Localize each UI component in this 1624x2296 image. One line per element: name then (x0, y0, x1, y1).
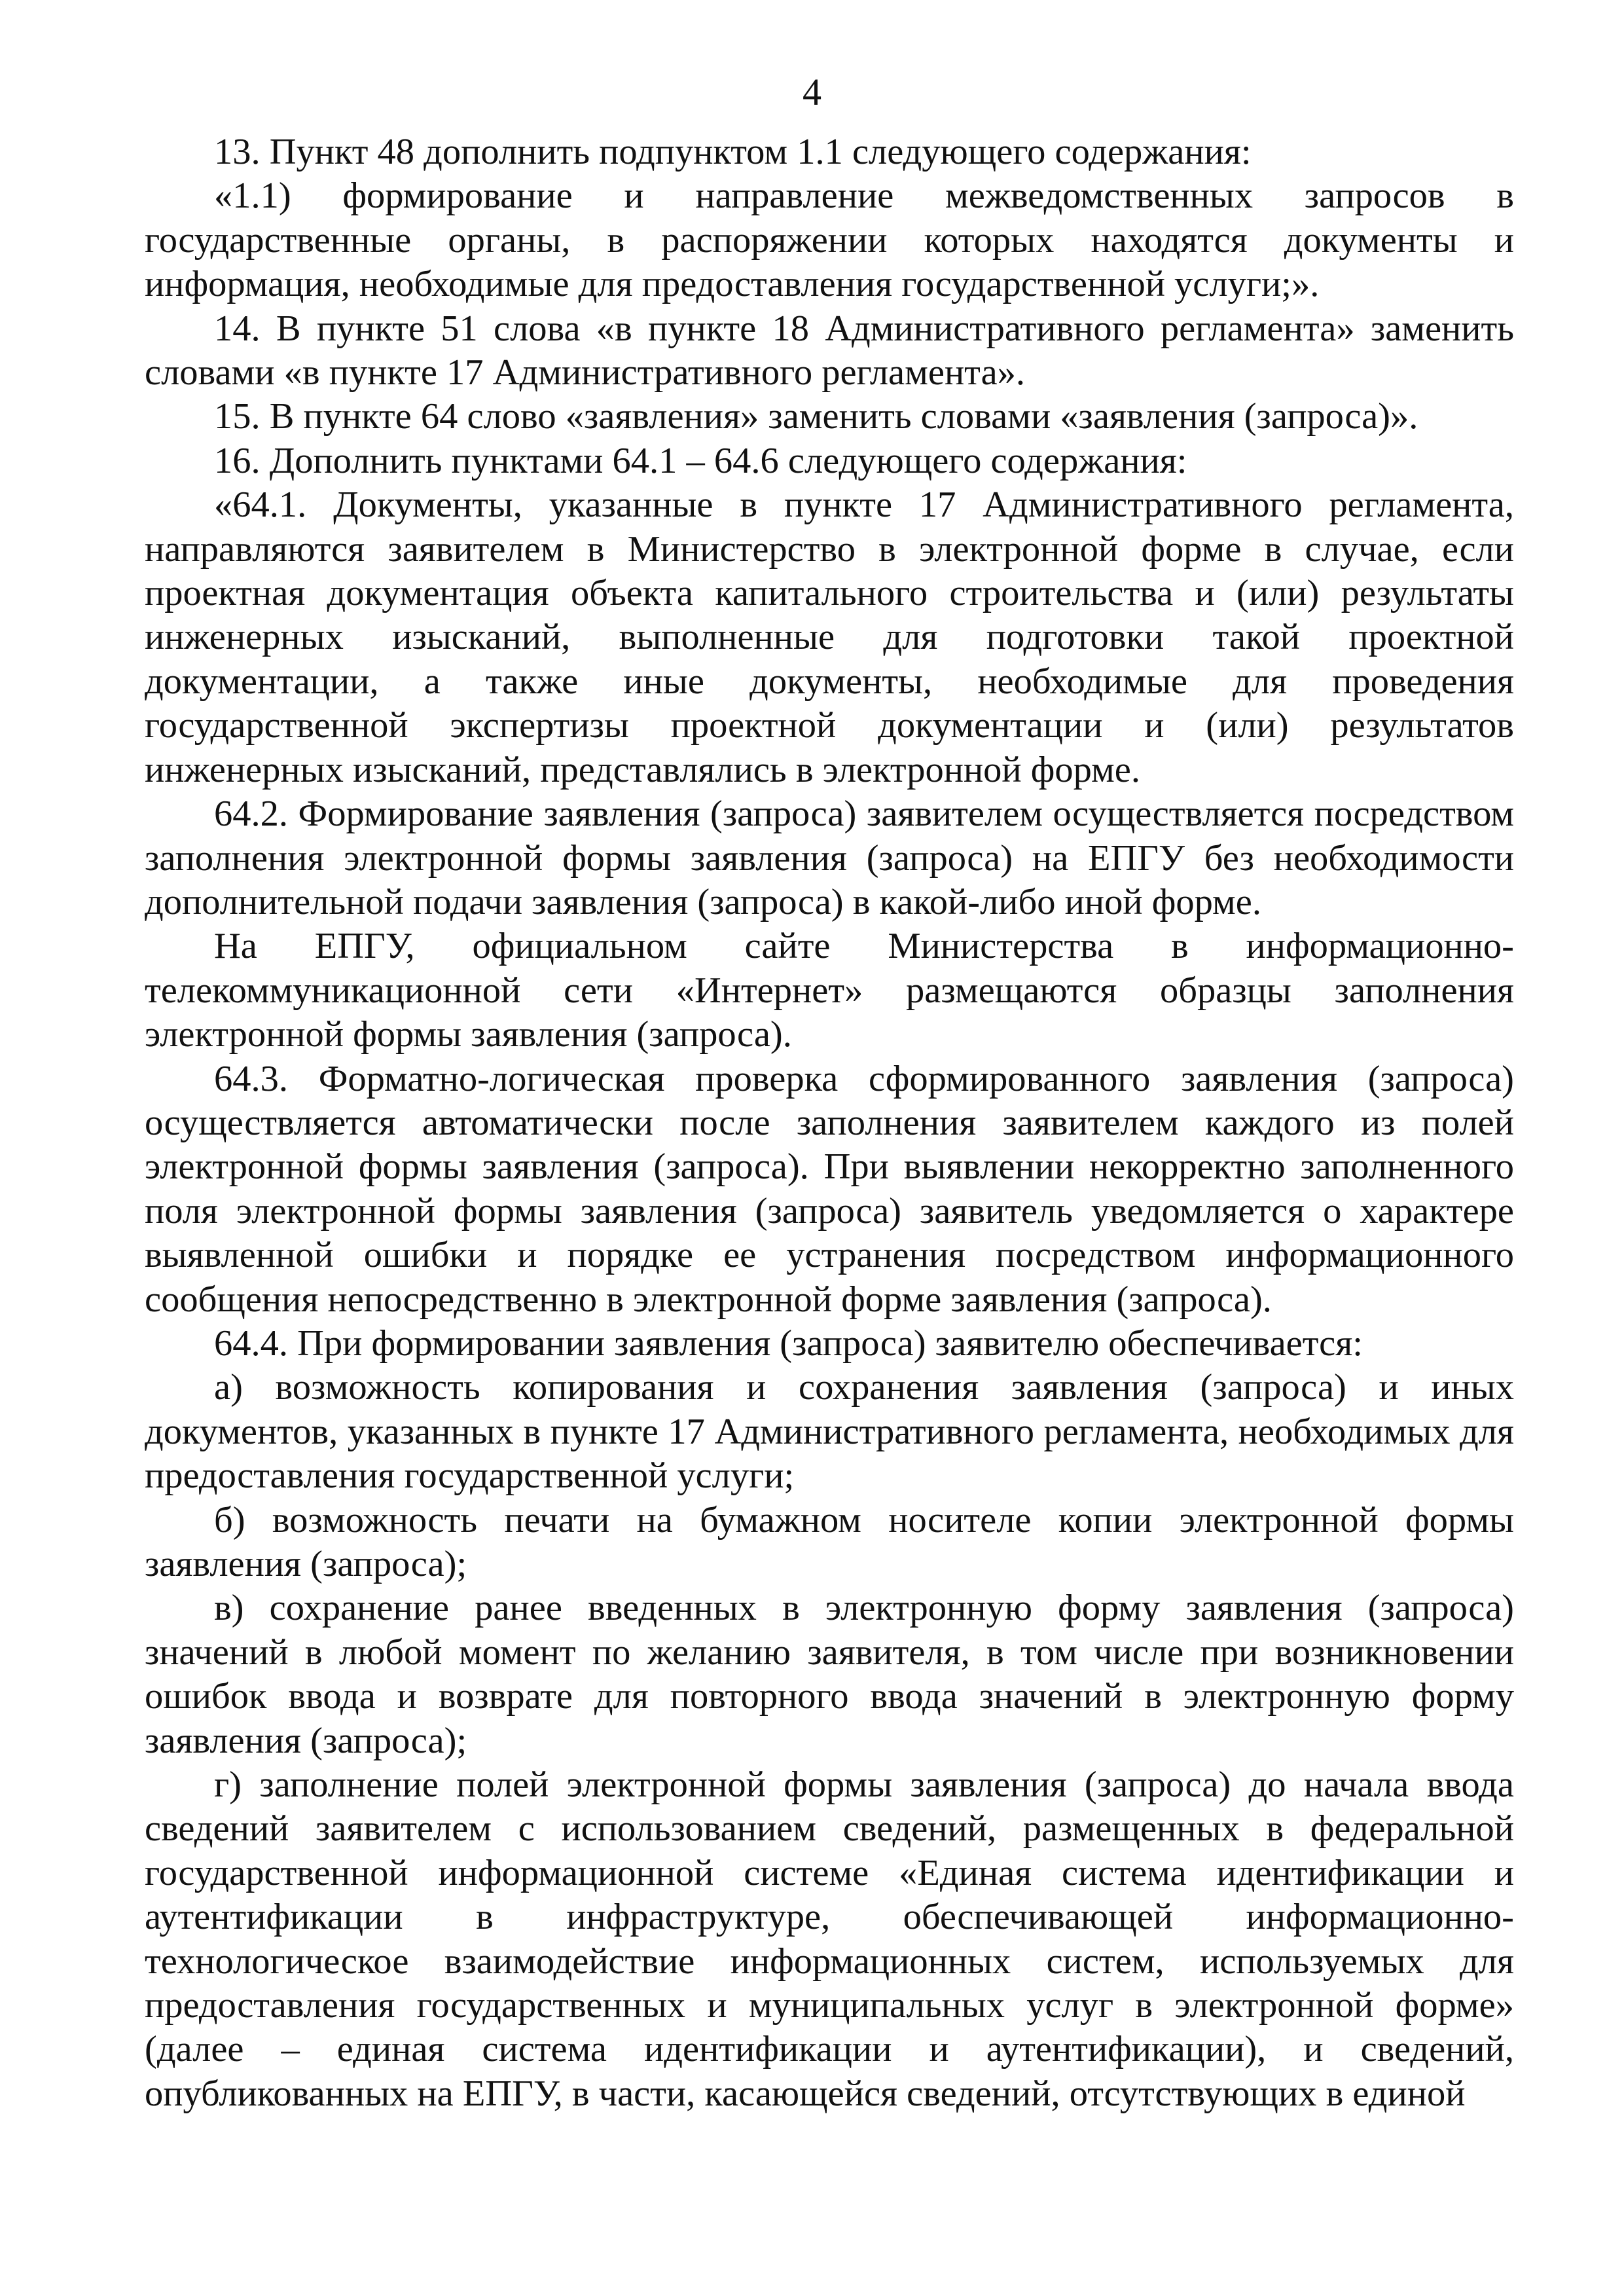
paragraph-14-item-51: 14. В пункте 51 слова «в пункте 18 Административного регламента» заменить словами «в пункте 17 Административного регламента». (145, 308, 1514, 393)
paragraph-13-item-48: 13. Пункт 48 дополнить подпунктом 1.1 следующего содержания: (214, 132, 1252, 172)
paragraph-16-add-items: 16. Дополнить пунктами 64.1 – 64.6 следующего содержания: (214, 440, 1187, 481)
paragraph-64-4: 64.4. При формировании заявления (запроса) заявителю обеспечивается: (214, 1322, 1363, 1364)
paragraph-15-item-64: 15. В пункте 64 слово «заявления» заменить словами «заявления (запроса)». (214, 396, 1418, 437)
list-item-b: б) возможность печати на бумажном носителе копии электронной формы заявления (запроса); (145, 1499, 1514, 1584)
paragraph-epgu-samples: На ЕПГУ, официальном сайте Министерства в информационно-телекоммуникационной сети «Интернет» размещаются образцы заполнения электронной формы заявления (запроса). (145, 926, 1514, 1055)
paragraph-64-1: «64.1. Документы, указанные в пункте 17 Административного регламента, направляются заявителем в Министерство в электронной форме в случае, если проектная документация объекта капитального строительства и (или) результаты инженерных изысканий, выполненные для подготовки такой проектной документации, а также иные документы, необходимые для проведения государственной экспертизы проектной документации и (или) результатов инженерных изысканий, представлялись в электронной форме. (145, 484, 1514, 790)
paragraph-64-3: 64.3. Форматно-логическая проверка сформированного заявления (запроса) осуществляется автоматически после заполнения заявителем каждого из полей электронной формы заявления (запроса). При выявлении некорректно заполненного поля электронной формы заявления (запроса) заявитель уведомляется о характере выявленной ошибки и порядке ее устранения посредством информационного сообщения непосредственно в электронной форме заявления (запроса). (145, 1058, 1514, 1320)
list-item-g: г) заполнение полей электронной формы заявления (запроса) до начала ввода сведений заявителем с использованием сведений, размещенных в федеральной государственной информационной системе «Единая система идентификации и аутентификации в инфраструктуре, обеспечивающей информационно-технологическое взаимодействие информационных систем, используемых для предоставления государственных и муниципальных услуг в электронной форме» (далее – единая система идентификации и аутентификации), и сведений, опубликованных на ЕПГУ, в части, касающейся сведений, отсутствующих в единой (145, 1764, 1514, 2114)
page-number: 4 (803, 71, 821, 113)
list-item-a: а) возможность копирования и сохранения заявления (запроса) и иных документов, указанных в пункте 17 Административного регламента, необходимых для предоставления государственной услуги; (145, 1367, 1514, 1497)
paragraph-subitem-1-1: «1.1) формирование и направление межведомственных запросов в государственные органы, в распоряжении которых находятся документы и информация, необходимые для предоставления государственной услуги;». (145, 175, 1514, 305)
paragraph-64-2: 64.2. Формирование заявления (запроса) заявителем осуществляется посредством заполнения электронной формы заявления (запроса) на ЕПГУ без необходимости дополнительной подачи заявления (запроса) в какой-либо иной форме. (145, 793, 1514, 922)
document-body (145, 130, 1514, 2116)
list-item-v: в) сохранение ранее введенных в электронную форму заявления (запроса) значений в любой момент по желанию заявителя, в том числе при возникновении ошибок ввода и возврате для повторного ввода значений в электронную форму заявления (запроса); (145, 1588, 1514, 1761)
